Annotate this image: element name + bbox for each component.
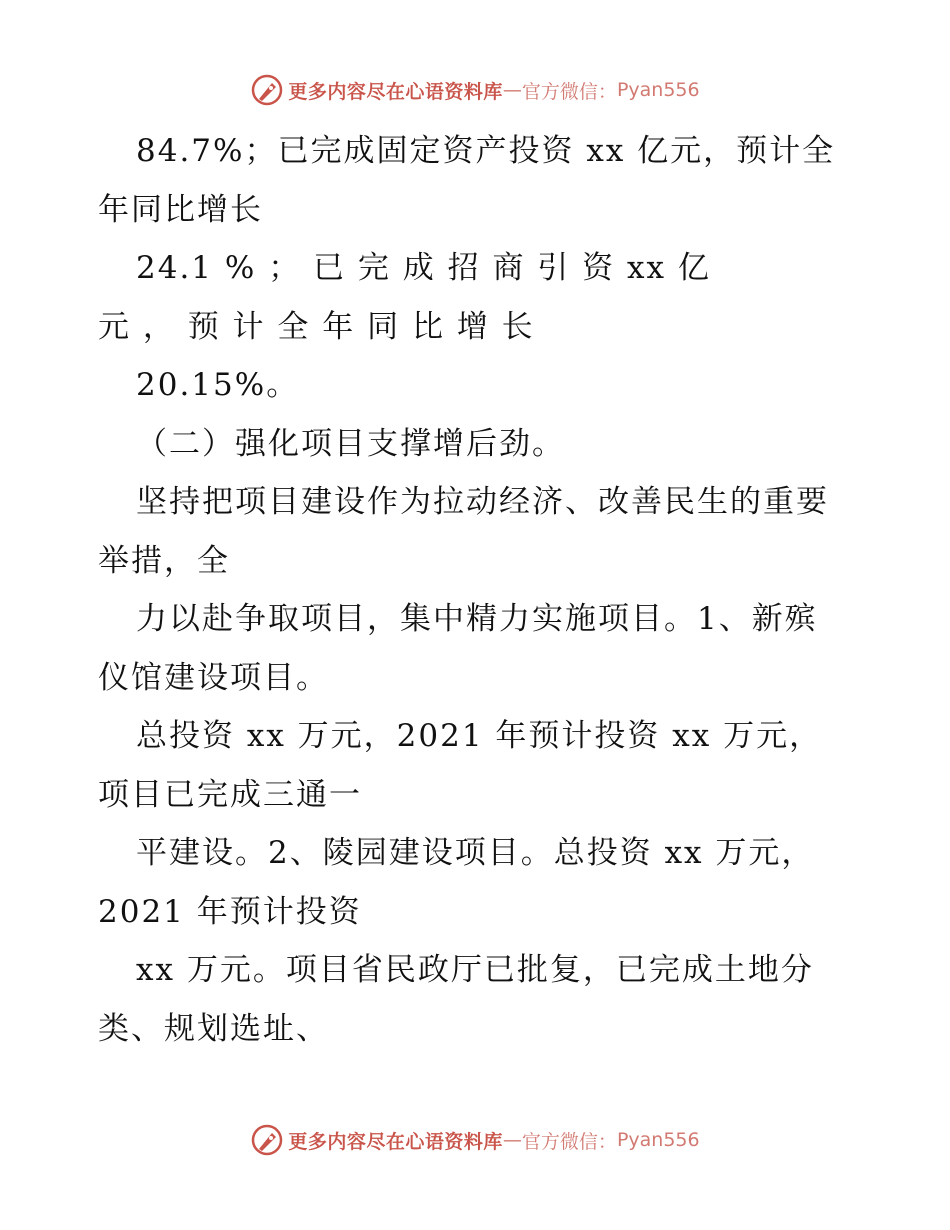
text-line: xx 万元。项目省民政厅已批复，已完成土地分 [136,952,814,988]
text-line: 24.1 % ； 已 完 成 招 商 引 资 xx 亿 [136,250,711,286]
text-line: 类、规划选址、 [98,1010,329,1047]
text-line: 力以赴争取项目，集中精力实施项目。1、新殡 [136,601,818,637]
text-line: 举措，全 [98,542,230,579]
pen-nib-logo-icon [250,73,284,107]
text-line: 2021 年预计投资 [98,893,362,930]
watermark-contact-id: Pyan556 [616,1129,700,1151]
pen-nib-logo-icon [250,1123,284,1157]
watermark-brand-text: 更多内容尽在心语资料库 [288,1130,503,1153]
text-line: 总投资 xx 万元，2021 年预计投资 xx 万元， [136,718,823,754]
text-line: 84.7%；已完成固定资产投资 xx 亿元，预计全 [136,133,836,169]
text-line: 20.15%。 [136,367,300,403]
text-line: 元 ， 预 计 全 年 同 比 增 长 [98,308,535,345]
text-line: 年同比增长 [98,191,263,228]
text-line: 项目已完成三通一 [98,776,362,813]
watermark-separator: — [502,1129,522,1151]
watermark-contact-id: Pyan556 [616,79,700,101]
section-heading: （二）强化项目支撑增后劲。 [136,425,565,462]
watermark-contact-label: 官方微信： [521,1130,617,1153]
watermark-brand-text: 更多内容尽在心语资料库 [288,80,503,103]
header-watermark [0,70,950,110]
document-body [98,122,878,1058]
text-line: 仪馆建设项目。 [98,659,329,696]
text-line: 平建设。2、陵园建设项目。总投资 xx 万元， [136,835,815,871]
watermark-separator: — [502,79,522,101]
text-line: 坚持把项目建设作为拉动经济、改善民生的重要 [136,484,829,520]
watermark-contact-label: 官方微信： [521,80,617,103]
footer-watermark [0,1120,950,1160]
